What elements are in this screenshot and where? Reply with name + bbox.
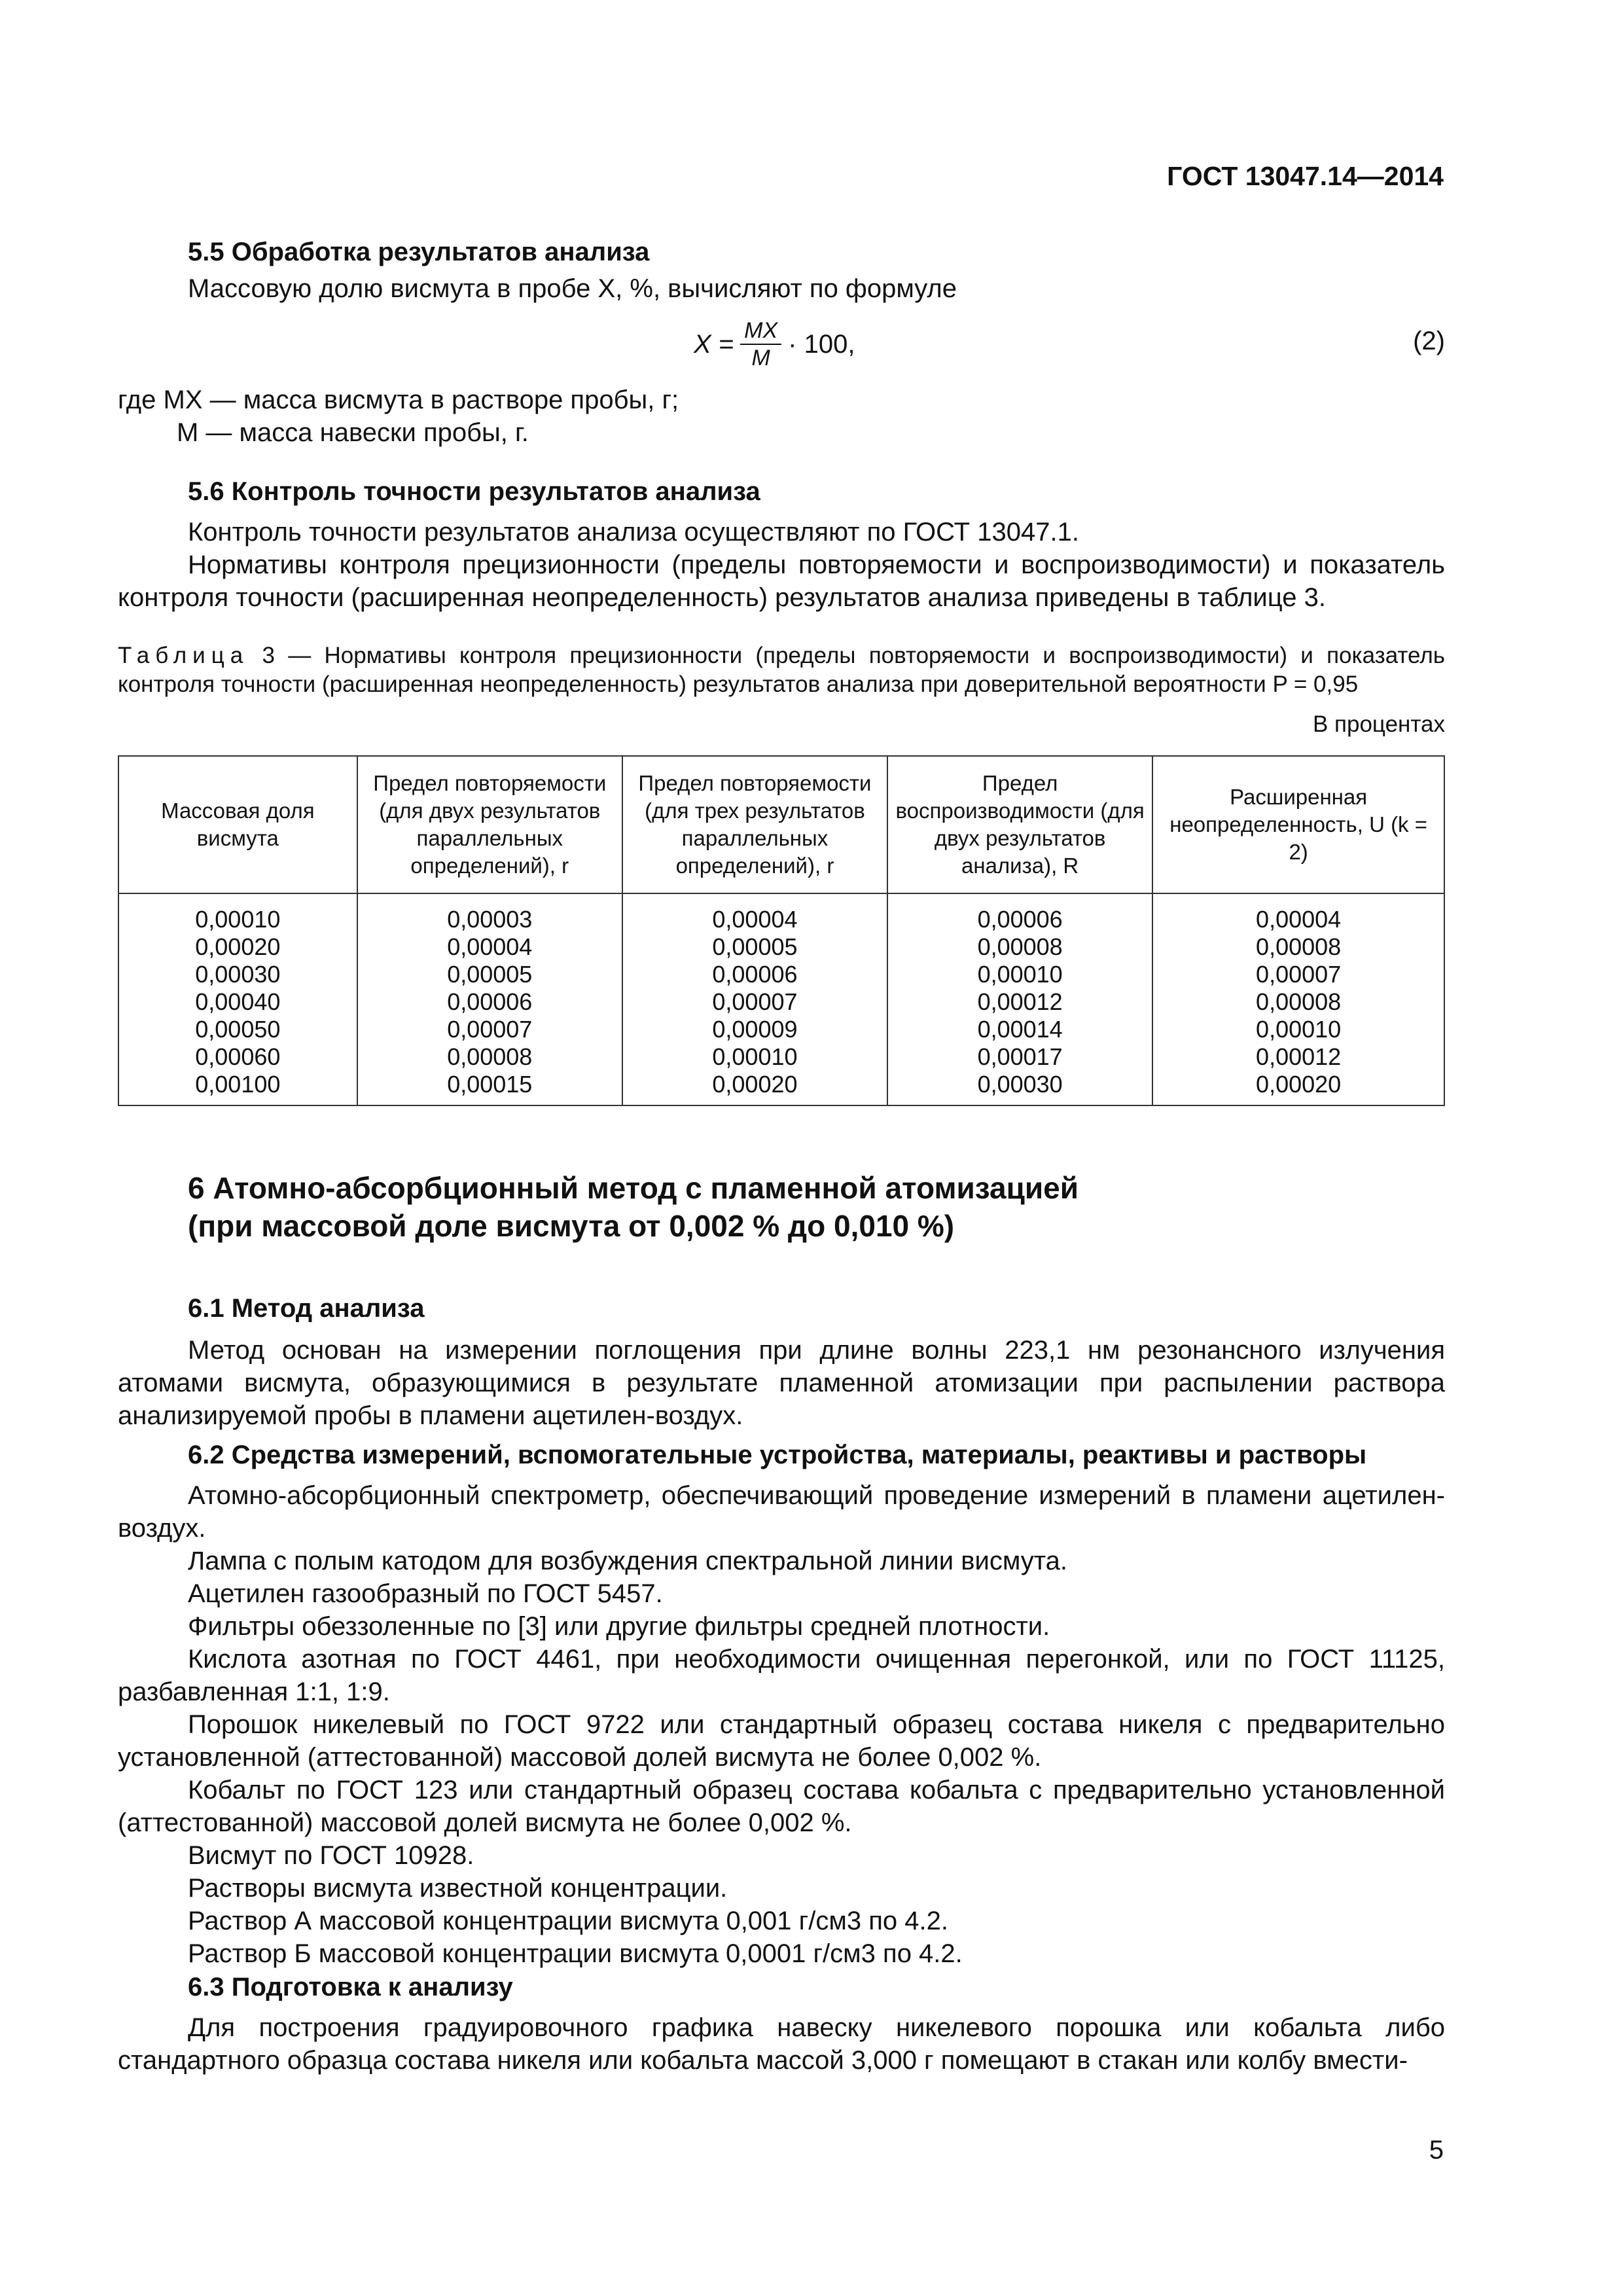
table-cell: 0,00015 [357,1071,622,1105]
document-header: ГОСТ 13047.14—2014 [1167,161,1444,191]
section-6-2-item: Раствор А массовой концентрации висмута 0,001 г/см3 по 4.2. [188,1907,948,1935]
table-cell: 0,00010 [118,893,357,933]
precision-table [118,755,1445,1106]
table-row [118,988,1444,1016]
section-6-2-item: Растворы висмута известной концентрации. [188,1874,728,1903]
section-6-3-title: 6.3 Подготовка к анализу [188,1973,513,2001]
table-cell: 0,00010 [622,1043,887,1071]
section-5-6-p2: Нормативы контроля прецизионности (пределы повторяемости и воспроизводимости) и показатель контроля точности (расширенная неопределенность) результатов анализа приведены в таблице 3. [118,550,1445,612]
table-header-cell: Предел повторяемости (для двух результатов параллельных определений), r [357,756,622,893]
section-6-title-line-2: (при массовой доле висмута от 0,002 % до 0,010 %) [188,1209,955,1243]
section-5-5-title: 5.5 Обработка результатов анализа [188,238,650,266]
page-number: 5 [1429,2136,1444,2164]
table-cell: 0,00008 [1152,933,1444,961]
table-cell: 0,00006 [887,893,1152,933]
table-cell: 0,00017 [887,1043,1152,1071]
table-cell: 0,00009 [622,1016,887,1043]
table-cell: 0,00030 [118,961,357,988]
table-row [118,1043,1444,1071]
formula-numerator: MX [740,317,781,345]
table-row [118,893,1444,933]
table-cell: 0,00040 [118,988,357,1016]
equation-number: (2) [1413,327,1445,355]
section-6-2-item: Атомно-абсорбционный спектрометр, обеспечивающий проведение измерений в пламени ацетилен-воздух. [118,1481,1445,1543]
where-line-2: M — масса навески пробы, г. [177,418,529,447]
section-5-5-intro: Массовую долю висмута в пробе X, %, вычисляют по формуле [188,274,957,303]
section-6-3 [118,1971,1445,2077]
table-header-row [118,756,1444,893]
table-cell: 0,00004 [1152,893,1444,933]
table-3-block [118,641,1445,1106]
table-cell: 0,00008 [357,1043,622,1071]
table-cell: 0,00004 [357,933,622,961]
section-6-2-item: Ацетилен газообразный по ГОСТ 5457. [188,1579,663,1608]
table-cell: 0,00100 [118,1071,357,1105]
table-header-cell: Предел повторяемости (для трех результатов параллельных определений), r [622,756,887,893]
section-6-2-item: Кислота азотная по ГОСТ 4461, при необходимости очищенная перегонкой, или по ГОСТ 11125, разбавленная 1:1, 1:9. [118,1645,1445,1706]
table-caption-text: 3 — Нормативы контроля прецизионности (пределы повторяемости и воспроизводимости) и показатель контроля точности (расширенная неопределенность) результатов анализа при доверительной вероятности P = 0,95 [118,643,1445,697]
section-5-5 [118,236,1445,449]
table-cell: 0,00050 [118,1016,357,1043]
table-caption-label: Таблица [118,643,249,668]
formula-fraction [740,317,781,371]
formula-expression [694,305,855,384]
table-cell: 0,00003 [357,893,622,933]
formula-denominator: M [751,346,770,370]
formula-rhs: · 100, [788,330,855,359]
formula-lhs: X = [694,330,734,359]
section-6-title-line-1: 6 Атомно-абсорбционный метод с пламенной атомизацией [188,1171,1079,1205]
table-cell: 0,00010 [1152,1016,1444,1043]
table-cell: 0,00007 [1152,961,1444,988]
section-6-2-item: Раствор Б массовой концентрации висмута 0,0001 г/см3 по 4.2. [188,1939,963,1968]
section-6-heading [118,1169,1445,1245]
where-line-1: где MX — масса висмута в растворе пробы, г; [118,386,679,414]
table-row [118,1071,1444,1105]
table-cell: 0,00060 [118,1043,357,1071]
table-row [118,933,1444,961]
section-5-6-title: 5.6 Контроль точности результатов анализа [188,477,760,506]
table-cell: 0,00006 [357,988,622,1016]
table-header-cell: Массовая доля висмута [118,756,357,893]
section-6-1 [118,1292,1445,1432]
table-cell: 0,00008 [1152,988,1444,1016]
table-cell: 0,00004 [622,893,887,933]
section-6-1-p1: Метод основан на измерении поглощения при длине волны 223,1 нм резонансного излучения атомами висмута, образующимися в результате пламенной атомизации при распылении раствора анализируемой пробы в пламени ацетилен-воздух. [118,1336,1445,1430]
section-6-2-item: Лампа с полым катодом для возбуждения спектральной линии висмута. [188,1547,1068,1575]
table-header-cell: Расширенная неопределенность, U (k = 2) [1152,756,1444,893]
table-cell: 0,00010 [887,961,1152,988]
formula-2 [118,305,1445,384]
table-cell: 0,00007 [622,988,887,1016]
table-caption [118,641,1445,699]
section-6-2-title: 6.2 Средства измерений, вспомогательные устройства, материалы, реактивы и растворы [188,1441,1367,1469]
table-cell: 0,00006 [622,961,887,988]
section-6-2-item: Кобальт по ГОСТ 123 или стандартный образец состава кобальта с предварительно установленной (аттестованной) массовой долей висмута не более 0,002 %. [118,1776,1445,1837]
table-cell: 0,00007 [357,1016,622,1043]
section-6-2-item: Висмут по ГОСТ 10928. [188,1841,474,1870]
section-5-6-p1: Контроль точности результатов анализа осуществляют по ГОСТ 13047.1. [188,518,1079,547]
section-6-2 [118,1439,1445,1970]
section-5-6 [118,475,1445,614]
table-cell: 0,00012 [887,988,1152,1016]
table-cell: 0,00020 [622,1071,887,1105]
table-cell: 0,00030 [887,1071,1152,1105]
table-cell: 0,00012 [1152,1043,1444,1071]
table-header-cell: Предел воспроизводимости (для двух результатов анализа), R [887,756,1152,893]
table-cell: 0,00005 [357,961,622,988]
section-6-2-item: Порошок никелевый по ГОСТ 9722 или стандартный образец состава никеля с предварительно установленной (аттестованной) массовой долей висмута не более 0,002 %. [118,1710,1445,1772]
table-cell: 0,00014 [887,1016,1152,1043]
table-cell: 0,00005 [622,933,887,961]
section-6-3-p1: Для построения градуировочного графика навеску никелевого порошка или кобальта либо стандартного образца состава никеля или кобальта массой 3,000 г помещают в стакан или колбу вмести- [118,2013,1445,2075]
table-unit: В процентах [1312,711,1445,737]
table-row [118,961,1444,988]
table-cell: 0,00020 [1152,1071,1444,1105]
table-cell: 0,00008 [887,933,1152,961]
table-cell: 0,00020 [118,933,357,961]
section-6-2-item: Фильтры обеззоленные по [3] или другие фильтры средней плотности. [188,1612,1050,1641]
section-6-1-title: 6.1 Метод анализа [188,1294,425,1323]
table-row [118,1016,1444,1043]
